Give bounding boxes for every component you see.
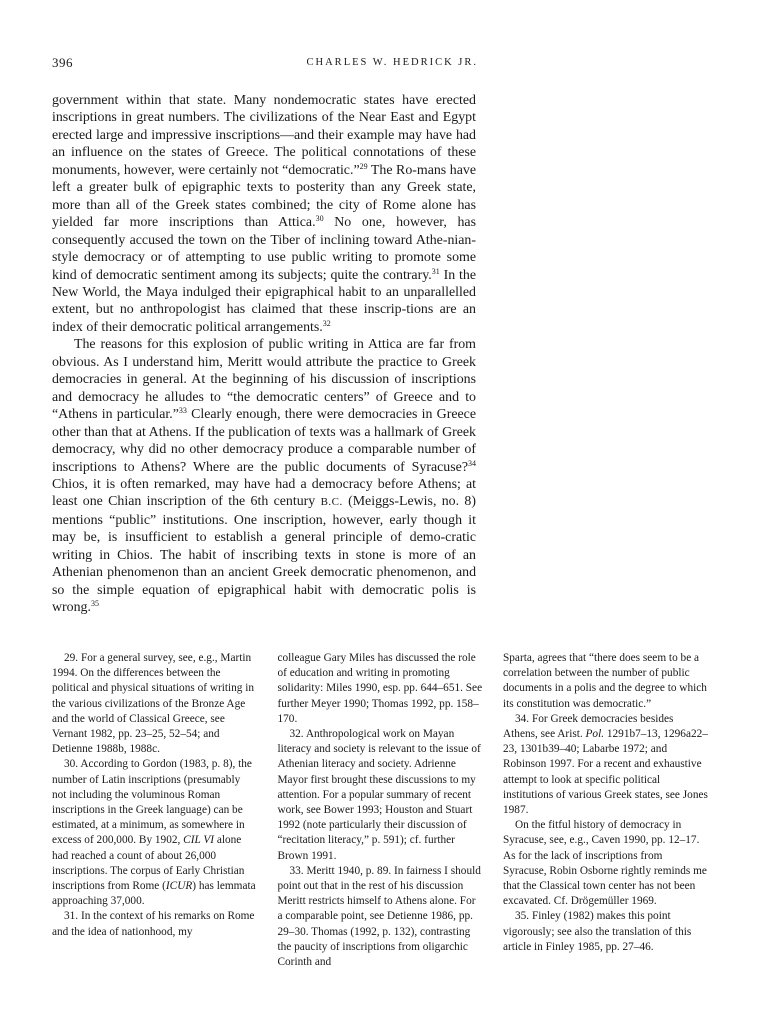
footnotes <box>52 651 708 970</box>
paragraph-2: The reasons for this explosion of public writing in Attica are far from obvious. As I understand him, Meritt would attribute the practice to Greek democracies in general. At the beginning of his discussion of inscriptions and democracy he alludes to “the democratic centers” of Greece and to “Athens in particular.”$^{33}$ Clearly enough, there were democracies in Greece other than that at Athens. If the publication of texts was a hallmark of Greek democracy, why did no other democracy produce a comparable number of inscriptions to Athens? Where are the public documents of Syracuse?$^{34}$ Chios, it is often remarked, may have had a democracy before Athens; at least one Chian inscription of the 6th century B.C. (Meiggs-Lewis, no. 8) mentions “public” institutions. One inscription, however, early though it may be, is insufficient to establish a general principle of demo-cratic writing in Chios. The habit of inscribing texts in stone is more of an Athenian phenomenon than an ancient Greek democratic phenomenon, and so the simple equation of epigraphical habit with democratic polis is wrong.$^{35}$ <box>52 337 477 616</box>
footnote-ref-32[interactable]: 32 <box>322 318 331 328</box>
footnote-ref-35[interactable]: 35 <box>90 599 99 609</box>
page-number: 396 <box>52 55 73 70</box>
main-text <box>52 92 476 617</box>
footnote-column-2 <box>278 651 483 970</box>
footnote-34-syracuse: On the fitful history of democracy in Syracuse, see, e.g., Caven 1990, pp. 12–17. As for the lack of inscriptions from Syracuse, Robin Osborne rightly reminds me that the Classical town center has not been excavated. Cf. Drögemüller 1969. <box>503 819 707 908</box>
footnote-29: 29. For a general survey, see, e.g., Martin 1994. On the differences between the political and physical situations of writing in the various civilizations of the Bronze Age and the world of Classical Greece, see Vernant 1982, pp. 23–25, 52–54; and Detienne 1988b, 1988c. <box>52 652 255 756</box>
footnote-35: 35. Finley (1982) makes this point vigorously; see also the translation of this article in Finley 1985, pp. 27–46. <box>503 910 692 953</box>
footnote-ref-33[interactable]: 33 <box>178 406 187 416</box>
footnote-33-continued: Sparta, agrees that “there does seem to be a correlation between the number of public documents in a polis and the degree to which its constitution was democratic.” <box>503 652 707 710</box>
footnote-31: 31. In the context of his remarks on Rome and the idea of nationhood, my <box>52 910 255 938</box>
footnote-ref-30[interactable]: 30 <box>315 214 324 224</box>
footnote-34: 34. For Greek democracies besides Athens, see Arist. Pol. 1291b7–13, 1296a22–23, 1301b39–40; Labarbe 1972; and Robinson 1997. For a recent and exhaustive attempt to look at specific political institutions of various Greek states, see Jones 1987. <box>503 712 708 817</box>
footnote-33: 33. Meritt 1940, p. 89. In fairness I should point out that in the rest of his discussion Meritt restricts himself to Athens alone. For a comparable point, see Detienne 1986, pp. 29–30. Thomas (1992, p. 132), contrasting the paucity of inscriptions from oligarchic Corinth and <box>277 864 481 969</box>
footnote-30: 30. According to Gordon (1983, p. 8), the number of Latin inscriptions (presumably not including the voluminous Roman inscriptions in the Greek language) can be estimated, at a minimum, as somewhere in excess of 200,000. By 1902, CIL VI alone had reached a count of about 26,000 inscriptions. The corpus of Early Christian inscriptions from Rome (ICUR) has lemmata approaching 37,000. <box>52 758 256 908</box>
footnote-ref-34[interactable]: 34 <box>467 458 476 468</box>
footnote-31-continued: colleague Gary Miles has discussed the role of education and writing in promoting solidarity: Miles 1990, esp. pp. 644–651. See further Meyer 1990; Thomas 1992, pp. 158–170. <box>277 652 483 725</box>
paragraph-1: government within that state. Many nondemocratic states have erected inscriptions in great numbers. The civilizations of the Near East and Egypt erected large and impressive inscriptions—and their example may have had an influence on the states of Greece. The political connotations of these monuments, however, were certainly not “democratic.”$^{29}$ The Ro-mans have left a greater bulk of epigraphic texts to posterity than any Greek state, more than all of the Greek states combined; the city of Rome alone has yielded far more inscriptions than Attica.$^{30}$ No one, however, has consequently accused the town on the Tiber of inclining toward Athe-nian-style democracy or of attempting to use public writing to promote some kind of democratic sentiment among its subjects; quite the contrary.$^{31}$ In the New World, the Maya indulged their epigraphical habit to an unparallelled extent, but no anthropologist has claimed that these inscrip-tions are an index of their democratic political arrangements.$^{32}$ <box>52 93 477 335</box>
footnote-column-1 <box>52 651 257 970</box>
running-head: CHARLES W. HEDRICK JR. <box>306 57 478 68</box>
footnote-ref-31[interactable]: 31 <box>431 266 440 276</box>
footnote-ref-29[interactable]: 29 <box>359 161 368 171</box>
footnote-32: 32. Anthropological work on Mayan literacy and society is relevant to the issue of Athenian literacy and society. Adrienne Mayor first brought these discussions to my attention. For a popular summary of recent work, see Bower 1993; Houston and Stuart 1992 (note particularly their discussion of “recitation literacy,” p. 591); cf. further Brown 1991. <box>277 728 481 862</box>
footnote-column-3 <box>503 651 708 970</box>
